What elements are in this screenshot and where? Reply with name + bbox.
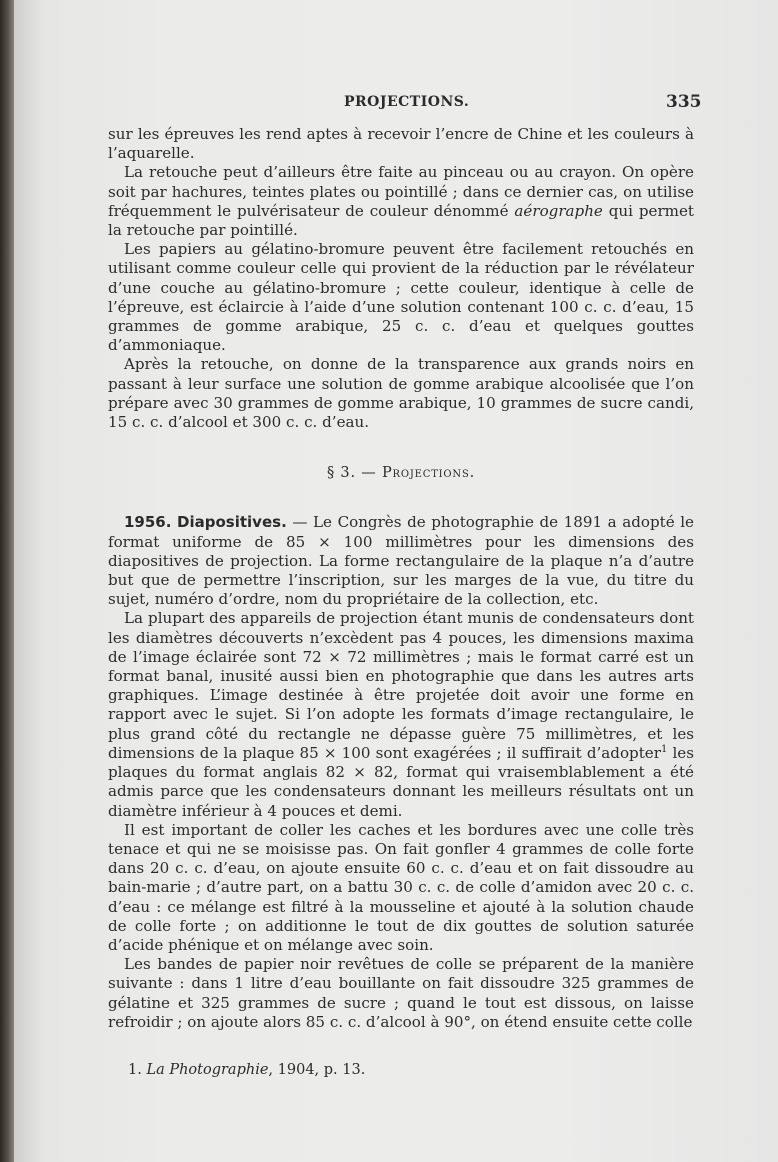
paragraph-colle: Il est important de coller les caches et les bordures avec une colle très tenace et qui ne se moisisse pas. On fait gonfler 4 grammes de colle forte dans 20 c. c. d’eau, on ajoute ensuite 60 c. c. d’eau et on fait dissoudre au bain-marie ; d’autre part, on a battu 30 c. c. de colle d’amidon avec 20 c. c. d’eau : ce mélange est filtré à la mousseline et ajouté à la solution chaude de colle forte ; on additionne le tout de dix gouttes de solution saturée d’acide phénique et on mélange avec soin. bbox=[108, 820, 694, 954]
paragraph-text: qui permet la retouche par pointillé. bbox=[108, 201, 694, 240]
paragraph-bandes-papier: Les bandes de papier noir revêtues de colle se préparent de la manière suivante : dans 1 litre d’eau bouillante on fait dissoudre 325 grammes de gélatine et 325 grammes de sucre ; quand le tout est dissous, on laisse refroidir ; on ajoute alors 85 c. c. d’alcool à 90°, on étend ensuite cette colle bbox=[108, 955, 694, 1031]
paragraph-text: La plupart des appareils de projection étant munis de condensateurs dont les diamètres découverts n’excèdent pas 4 pouces, les dimensions maxima de l’image éclairée sont 72 × 72 millimètres ; mais le format carré est un format banal, inusité aussi bien en photographie que dans les autres arts graphiques. L’image destinée à être projetée doit avoir une forme en rapport avec le sujet. Si l’on adopte les formats d’image rectangulaire, le plus grand côté du rectangle ne dépasse guère 75 millimètres, et les dimensions de la plaque 85 × 100 sont exagérées ; il suffirait d’adopter bbox=[108, 609, 694, 762]
footnote-reference: 1 bbox=[660, 743, 668, 755]
article-heading: Diapositives. bbox=[177, 513, 287, 532]
running-head: PROJECTIONS. bbox=[344, 94, 470, 110]
page-header bbox=[14, 92, 778, 116]
book-page bbox=[14, 0, 778, 1162]
italic-term: aérographe bbox=[514, 201, 603, 220]
article-diapositives-intro bbox=[108, 513, 694, 609]
section-prefix: § 3. — bbox=[326, 465, 382, 482]
article-number: 1956. bbox=[124, 513, 172, 532]
paragraph-text: les plaques du format anglais 82 × 82, format qui vraisemblablement a été admis parce que les condensateurs donnant les meilleurs résultats ont un diamètre inférieur à 4 pouces et demi. bbox=[108, 743, 694, 820]
footnote-source: La Photographie bbox=[146, 1062, 269, 1078]
footnote-details: , 1904, p. 13. bbox=[268, 1062, 366, 1078]
footnote bbox=[128, 1062, 365, 1078]
section-heading bbox=[108, 464, 694, 483]
paragraph-papiers: Les papiers au gélatino-bromure peuvent être facilement retouchés en utilisant comme couleur celle qui provient de la réduction par le révélateur d’une couche au gélatino-bromure ; cette couleur, identique à celle de l’épreuve, est éclaircie à l’aide d’une solution contenant 100 c. c. d’eau, 15 grammes de gomme arabique, 25 c. c. d’eau et quelques gouttes d’ammoniaque. bbox=[108, 240, 694, 355]
paragraph-apres-retouche: Après la retouche, on donne de la transparence aux grands noirs en passant à leur surface une solution de gomme arabique alcoolisée que l’on prépare avec 30 grammes de gomme arabique, 10 grammes de sucre candi, 15 c. c. d’alcool et 300 c. c. d’eau. bbox=[108, 355, 694, 432]
paragraph-text: La retouche peut d’ailleurs être faite au pinceau ou au crayon. On opère soit par hachures, teintes plates ou pointillé ; dans ce dernier cas, on utilise fréquemment le pulvérisateur de couleur dénommé bbox=[108, 163, 694, 220]
paragraph-retouche bbox=[108, 163, 694, 240]
page-number: 335 bbox=[666, 92, 702, 112]
paragraph-condensateurs bbox=[108, 609, 694, 820]
footnote-marker: 1. bbox=[128, 1062, 142, 1078]
paragraph-text: — Le Congrès de photographie de 1891 a adopté le format uniforme de 85 × 100 millimètres pour les dimensions des diapositives de projection. La forme rectangulaire de la plaque n’a d’autre but que de permettre l’inscription, sur les marges de la vue, du titre du sujet, numéro d’ordre, nom du propriétaire de la collection, etc. bbox=[108, 513, 694, 609]
page-body bbox=[108, 125, 694, 1032]
paragraph-continuation: sur les épreuves les rend aptes à recevoir l’encre de Chine et les couleurs à l’aquarelle. bbox=[108, 125, 694, 163]
section-title: Projections. bbox=[381, 465, 476, 482]
